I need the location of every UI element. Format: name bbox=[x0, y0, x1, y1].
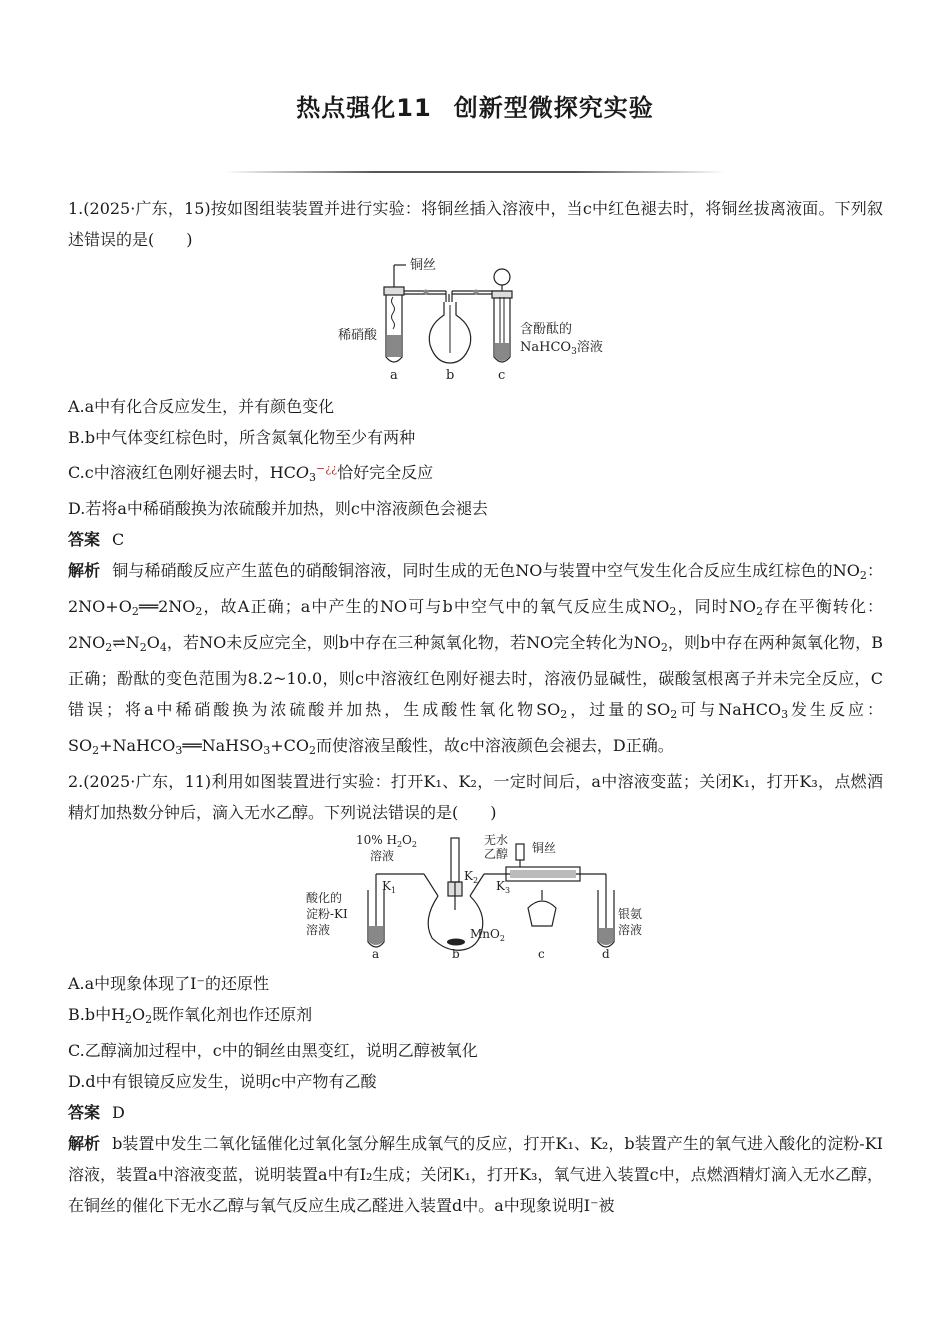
q1-option-a: A.a中有化合反应发生，并有颜色变化 bbox=[68, 397, 335, 416]
label-k1: $K_1$ bbox=[381, 879, 396, 895]
title-main: 热点强化11 bbox=[296, 94, 432, 122]
label-d2: d bbox=[601, 947, 610, 960]
q2-option-b: B.b中$H_2O_2$既作氧化剂也作还原剂 bbox=[68, 1005, 313, 1026]
q2-stem: 2.(2025·广东，11)利用如图装置进行实验：打开K₁、K₂，一定时间后，a中溶液变蓝；关闭K₁，打开K₃，点燃酒精灯加热数分钟后，滴入无水乙醇。下列说法错误的是( ) bbox=[68, 772, 883, 822]
q2-option-a: A.a中现象体现了I⁻的还原性 bbox=[68, 974, 269, 993]
label-h2o2: 10% $H_2O_2$ bbox=[355, 833, 417, 849]
q1-option-c: C.c中溶液红色刚好褪去时，$HCO_3^{-¿¿}$恰好完全反应 bbox=[68, 462, 434, 484]
label-k3: $K_3$ bbox=[495, 879, 510, 895]
label-ki-2: 淀粉-KI bbox=[305, 907, 348, 921]
label-k2: $K_2$ bbox=[463, 869, 478, 885]
label-ki-3: 溶液 bbox=[305, 923, 330, 937]
label-copper-wire-2: 铜丝 bbox=[531, 841, 556, 855]
label-b: b bbox=[445, 368, 454, 383]
q2-apparatus-diagram bbox=[306, 830, 646, 960]
label-a: a bbox=[389, 368, 398, 383]
label-mno2: MnO$_2$ bbox=[469, 927, 505, 943]
label-dilute-nitric-acid: 稀硝酸 bbox=[337, 328, 377, 343]
label-silver-1: 银氨 bbox=[617, 907, 642, 921]
q2-apparatus-figure bbox=[68, 830, 883, 964]
q2-answer: 答案 D bbox=[68, 1103, 125, 1122]
label-h2o2-solution: 溶液 bbox=[369, 849, 394, 863]
q1-answer: 答案 C bbox=[68, 530, 125, 549]
label-phenolphthalein: 含酚酞的 bbox=[519, 322, 572, 337]
label-copper-wire: 铜丝 bbox=[409, 258, 436, 273]
q1-option-b: B.b中气体变红棕色时，所含氮氧化物至少有两种 bbox=[68, 428, 416, 447]
title-divider bbox=[225, 171, 725, 173]
label-silver-2: 溶液 bbox=[617, 923, 642, 937]
q1-apparatus-diagram bbox=[326, 257, 626, 383]
q2-analysis: 解析 b装置中发生二氧化锰催化过氧化氢分解生成氧气的反应，打开K₁、K₂，b装置产生的氧气进入酸化的淀粉-KI溶液，装置a中溶液变蓝，说明装置a中有I₂生成；关闭K₁，打开K₃，氧气进入装置c中，点燃酒精灯滴入无水乙醇，在铜丝的催化下无水乙醇与氧气反应生成乙醛进入装置d中。a中现象说明I⁻被 bbox=[68, 1134, 883, 1215]
title-sub: 创新型微探究实验 bbox=[453, 94, 654, 122]
q1-option-d: D.若将a中稀硝酸换为浓硫酸并加热，则c中溶液颜色会褪去 bbox=[68, 499, 488, 518]
label-c: c bbox=[497, 368, 505, 383]
q1-apparatus-figure bbox=[68, 257, 883, 387]
page-title bbox=[0, 88, 950, 123]
q1-analysis: 解析 铜与稀硝酸反应产生蓝色的硝酸铜溶液，同时生成的无色NO与装置中空气发生化合反应生成红棕色的$NO_2$：$2NO+O_2══2NO_2$，故A正确；a中产生的NO可与b中空气中的氧气反应生成$NO_2$，同时$NO_2$存在平衡转化：$2NO_2\rightleftharpoons N_2O_4$，若NO未反应完全，则b中存在三种氮氧化物，若NO完全转化为$NO_2$，则b中存在两种氮氧化物，B正确；酚酞的变色范围为8.2~10.0，则c中溶液红色刚好褪去时，溶液仍显碱性，碳酸氢根离子并未完全反应，C错误；将a中稀硝酸换为浓硫酸并加热，生成酸性氧化物$SO_2$，过量的$SO_2$可与NaHCO$_3$发生反应：$SO_2+NaHCO_3══NaHSO_3+CO_2$而使溶液呈酸性，故c中溶液颜色会褪去，D正确。 bbox=[68, 561, 883, 757]
label-b2: b bbox=[451, 947, 460, 960]
label-c2: c bbox=[537, 947, 545, 960]
label-nahco3-solution: NaHCO$_3$溶液 bbox=[519, 340, 603, 357]
q2-option-d: D.d中有银镜反应发生，说明c中产物有乙酸 bbox=[68, 1072, 377, 1091]
q1-stem: 1.(2025·广东，15)按如图组装装置并进行实验：将铜丝插入溶液中，当c中红色褪去时，将铜丝拔离液面。下列叙述错误的是( ) bbox=[68, 199, 883, 249]
q2-option-c: C.乙醇滴加过程中，c中的铜丝由黑变红，说明乙醇被氧化 bbox=[68, 1041, 478, 1060]
label-ethanol-2: 乙醇 bbox=[483, 847, 508, 861]
label-a2: a bbox=[371, 947, 379, 960]
label-ethanol-1: 无水 bbox=[483, 833, 508, 847]
document-body bbox=[68, 193, 883, 1221]
label-ki-1: 酸化的 bbox=[305, 891, 342, 905]
